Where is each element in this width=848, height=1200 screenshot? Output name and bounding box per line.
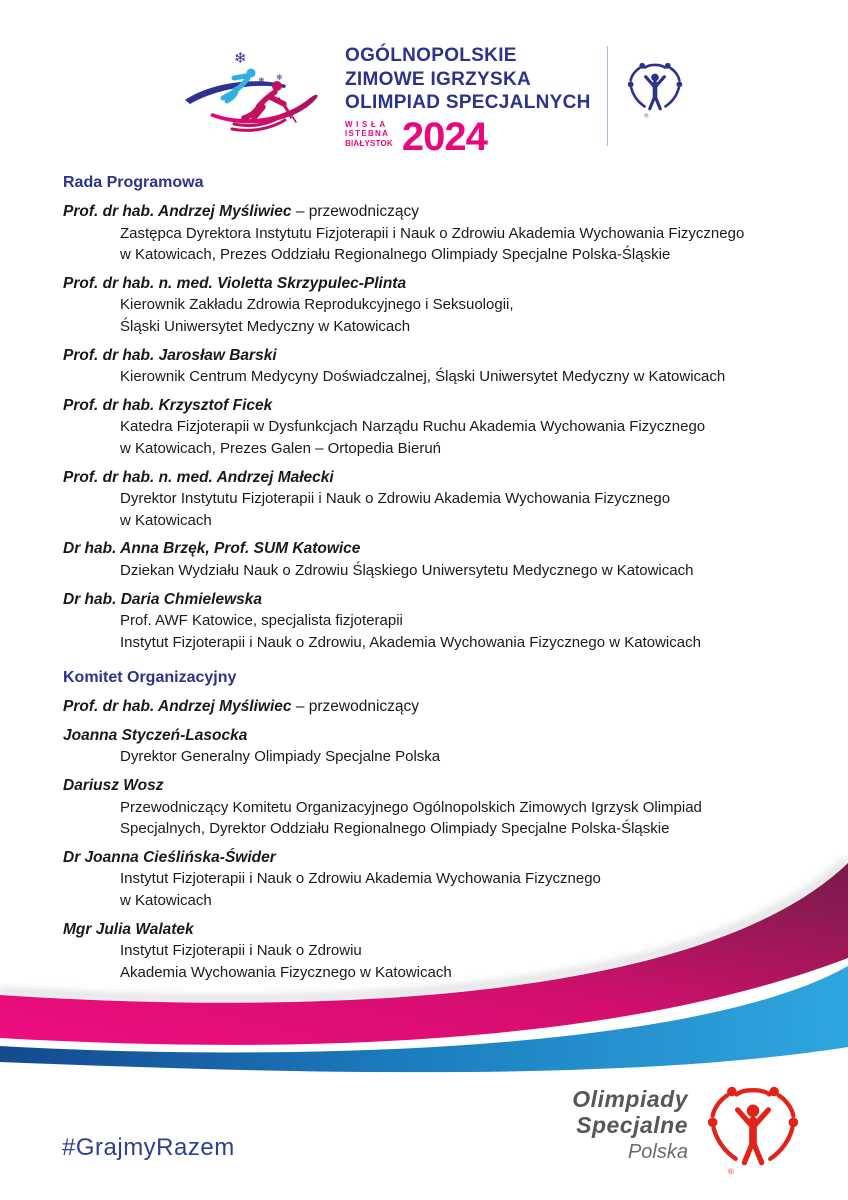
person-name: Prof. dr hab. Krzysztof Ficek xyxy=(63,396,273,414)
registered-mark: ® xyxy=(728,1167,734,1177)
venue-row xyxy=(345,114,591,159)
event-title-line: OLIMPIAD SPECJALNYCH xyxy=(345,92,591,113)
snowflake-icon: ❄ xyxy=(276,73,283,82)
person-name: Dariusz Wosz xyxy=(63,777,164,795)
person-name: Dr hab. Anna Brzęk, Prof. SUM Katowice xyxy=(63,540,361,558)
winter-games-skier-logo xyxy=(182,36,332,151)
person-role-suffix: – przewodniczący xyxy=(291,203,420,220)
event-title-block xyxy=(345,44,591,159)
person-description-line: Specjalnych, Dyrektor Oddziału Regionalnego Olimpiady Specjalne Polska-Śląskie xyxy=(120,820,670,838)
committee-entry xyxy=(63,589,793,654)
person-description-line: Dyrektor Generalny Olimpiady Specjalne Polska xyxy=(120,748,441,766)
person-description-line: Instytut Fizjoterapii i Nauk o Zdrowiu, Akademia Wychowania Fizycznego w Katowicach xyxy=(120,633,701,651)
wordmark-line: Specjalne xyxy=(576,1112,688,1138)
person-description-line: Akademia Wychowania Fizycznego w Katowicach xyxy=(120,963,452,981)
person-description-line: Zastępca Dyrektora Instytutu Fizjoterapii i Nauk o Zdrowiu Akademia Wychowania Fizycznego xyxy=(120,224,745,242)
footer-wave-ribbons xyxy=(0,845,848,1105)
committee-entry xyxy=(63,725,793,768)
special-olympics-logo-red xyxy=(705,1082,801,1178)
person-name: Joanna Styczeń-Lasocka xyxy=(63,726,248,744)
registered-mark: ® xyxy=(644,113,649,118)
header-divider xyxy=(607,46,608,146)
person-description-line: Dyrektor Instytutu Fizjoterapii i Nauk o Zdrowiu Akademia Wychowania Fizycznego xyxy=(120,490,671,508)
snowflake-icon: ❄ xyxy=(258,76,265,85)
entry-name-line xyxy=(63,467,793,489)
person-name: Dr hab. Daria Chmielewska xyxy=(63,590,262,608)
venue-name: ISTEBNA xyxy=(345,129,390,138)
hashtag: #GrajmyRazem xyxy=(62,1134,235,1161)
person-role-suffix: – przewodniczący xyxy=(291,698,420,716)
committee-entry xyxy=(63,345,793,388)
person-description-line: Kierownik Centrum Medycyny Doświadczalnej, Śląski Uniwersytet Medyczny w Katowicach xyxy=(120,368,726,386)
person-name: Mgr Julia Walatek xyxy=(63,920,194,938)
entry-name-line xyxy=(63,725,793,747)
committee-entry xyxy=(63,273,793,338)
person-description-line: Przewodniczący Komitetu Organizacyjnego Ogólnopolskich Zimowych Igrzysk Olimpiad xyxy=(120,798,702,816)
person-name: Prof. dr hab. n. med. Andrzej Małecki xyxy=(63,468,334,486)
snowflake-icon: ❄ xyxy=(234,50,247,67)
committee-entry xyxy=(63,201,793,266)
olimpiady-specjalne-wordmark xyxy=(430,1086,688,1165)
skier-figure xyxy=(232,92,296,130)
skier-head xyxy=(272,81,282,91)
special-olympics-logo xyxy=(626,60,684,118)
wordmark-line: Olimpiady xyxy=(572,1086,688,1112)
venue-name: WISŁA xyxy=(345,119,389,129)
entry-name-line xyxy=(63,273,793,295)
venue-list xyxy=(345,120,393,149)
wordmark-country: Polska xyxy=(627,1141,688,1163)
person-name: Prof. dr hab. Jarosław Barski xyxy=(63,346,277,364)
section-heading: Komitet Organizacyjny xyxy=(63,669,237,687)
person-name: Prof. dr hab. Andrzej Myśliwiec xyxy=(63,698,292,716)
committee-entry xyxy=(63,395,793,460)
person-description-line: w Katowicach xyxy=(120,892,212,910)
committee-section xyxy=(63,172,793,653)
entry-name-line xyxy=(63,589,793,611)
person-description-line: Prof. AWF Katowice, specjalista fizjoterapii xyxy=(120,612,403,630)
entry-name-line xyxy=(63,201,793,223)
person-description-line: w Katowicach, Prezes Galen – Ortopedia Bieruń xyxy=(120,439,441,457)
person-description-line: Śląski Uniwersytet Medyczny w Katowicach xyxy=(120,317,411,335)
entry-name-line xyxy=(63,696,793,718)
entry-name-line xyxy=(63,775,793,797)
event-year: 2024 xyxy=(401,114,487,159)
person-description-line: w Katowicach xyxy=(120,511,212,529)
section-heading: Rada Programowa xyxy=(63,174,204,191)
person-description-line: Instytut Fizjoterapii i Nauk o Zdrowiu xyxy=(120,942,362,960)
event-title-line: OGÓLNOPOLSKIE xyxy=(345,45,517,66)
entry-name-line xyxy=(63,538,793,560)
person-name: Prof. dr hab. Andrzej Myśliwiec xyxy=(63,203,292,220)
person-description-line: Dziekan Wydziału Nauk o Zdrowiu Śląskiego Uniwersytetu Medycznego w Katowicach xyxy=(120,561,694,579)
person-description-line: Kierownik Zakładu Zdrowia Reprodukcyjnego i Seksuologii, xyxy=(120,296,514,314)
person-description-line: Instytut Fizjoterapii i Nauk o Zdrowiu Akademia Wychowania Fizycznego xyxy=(120,870,601,888)
person-description-line: Katedra Fizjoterapii w Dysfunkcjach Narządu Ruchu Akademia Wychowania Fizycznego xyxy=(120,418,706,436)
committee-entry xyxy=(63,696,793,718)
committee-entry xyxy=(63,775,793,840)
venue-name: BIAŁYSTOK xyxy=(345,138,393,148)
person-name: Prof. dr hab. n. med. Violetta Skrzypulec-Plinta xyxy=(63,274,407,292)
person-description-line: w Katowicach, Prezes Oddziału Regionalnego Olimpiady Specjalne Polska-Śląskie xyxy=(120,246,671,264)
committee-entry xyxy=(63,467,793,532)
skater-head xyxy=(247,69,256,78)
entry-name-line xyxy=(63,345,793,367)
event-title-line: ZIMOWE IGRZYSKA xyxy=(345,68,532,90)
entry-name-line xyxy=(63,395,793,417)
person-name: Dr Joanna Cieślińska-Świder xyxy=(63,848,276,866)
committee-entry xyxy=(63,538,793,581)
